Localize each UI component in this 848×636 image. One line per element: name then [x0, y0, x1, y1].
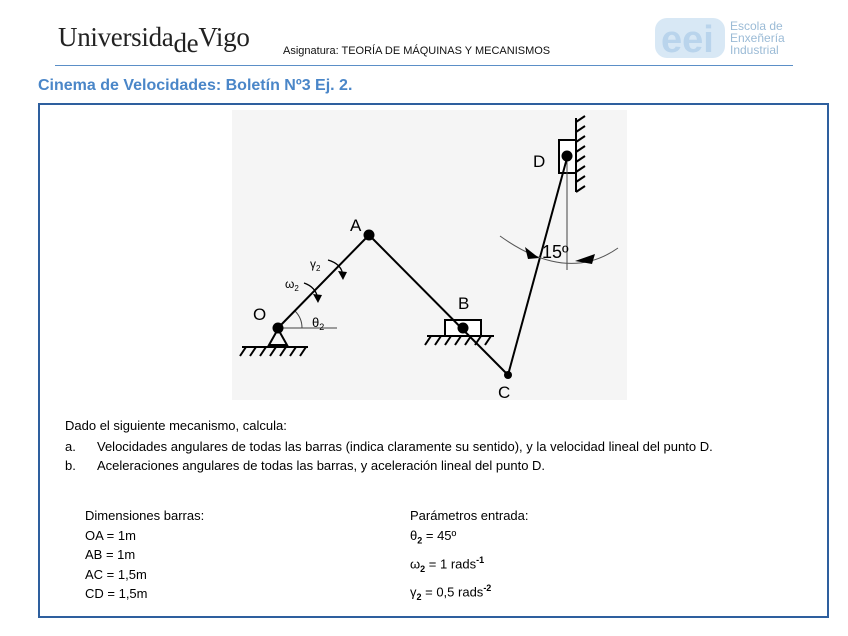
joint-c	[504, 371, 512, 379]
label-theta-symbol: θ	[312, 315, 320, 330]
question-list	[65, 437, 765, 475]
dimensions-heading: Dimensiones barras:	[85, 508, 205, 523]
dimensions-list	[85, 506, 204, 604]
parameter-gamma	[410, 579, 529, 607]
parameter-symbol: γ	[410, 584, 417, 600]
label-gamma-subscript: 2	[316, 264, 321, 273]
subject-label: Asignatura: TEORÍA DE MÁQUINAS Y MECANISMOS	[283, 45, 551, 57]
label-omega-subscript: 2	[294, 284, 299, 293]
question-text: Velocidades angulares de todas las barras (indica claramente su sentido), y la velocidad lineal del punto D.	[97, 439, 713, 454]
parameter-subscript: 2	[417, 535, 423, 546]
parameter-omega	[410, 551, 529, 579]
parameter-symbol: θ	[410, 527, 418, 543]
dimension-item: CD = 1,5m	[85, 586, 148, 601]
parameter-value: = 0,5 rads	[421, 584, 484, 600]
joint-d	[562, 151, 573, 162]
parameters-list	[410, 506, 529, 607]
question-letter: b.	[65, 458, 76, 473]
school-name	[730, 20, 785, 56]
parameter-value: = 45º	[422, 527, 457, 543]
parameter-value: = 1 rads	[425, 555, 477, 571]
parameter-symbol: ω	[410, 555, 421, 571]
joint-a	[364, 230, 375, 241]
label-angle: 15º	[542, 242, 569, 262]
problem-intro: Dado el siguiente mecanismo, calcula:	[65, 418, 287, 433]
question-item	[65, 437, 765, 456]
joint-b	[458, 323, 469, 334]
question-text: Aceleraciones angulares de todas las barras, y aceleración lineal del punto D.	[97, 458, 546, 473]
school-name-line-2: Enxeñería	[730, 31, 785, 45]
school-logo-letters: eei	[661, 19, 714, 61]
dimension-item: AC = 1,5m	[85, 566, 147, 582]
parameter-theta	[410, 526, 529, 551]
parameter-exponent: -2	[483, 583, 492, 594]
university-logo	[58, 22, 250, 58]
parameter-exponent: -1	[476, 554, 485, 565]
label-c: C	[498, 383, 511, 400]
school-name-line-1: Escola de	[730, 19, 783, 33]
label-theta-subscript: 2	[319, 322, 325, 332]
label-a: A	[350, 216, 362, 235]
label-d: D	[533, 152, 546, 171]
parameter-subscript: 2	[416, 591, 422, 602]
question-letter: a.	[65, 439, 76, 454]
parameters-heading: Parámetros entrada:	[410, 508, 529, 523]
university-logo-text-1: Universida	[58, 22, 174, 52]
university-logo-text-3: Vigo	[198, 22, 250, 52]
dimension-item: AB = 1m	[85, 547, 136, 562]
label-omega-symbol: ω	[285, 277, 295, 291]
dimension-item: OA = 1m	[85, 527, 136, 543]
joint-o	[273, 323, 284, 334]
mechanism-diagram	[232, 110, 627, 400]
school-name-line-3: Industrial	[730, 43, 779, 57]
label-b: B	[458, 294, 470, 313]
university-logo-text-2: de	[173, 28, 199, 58]
parameter-subscript: 2	[420, 563, 426, 574]
page-title: Cinema de Velocidades: Boletín Nº3 Ej. 2.	[38, 77, 353, 94]
header-divider	[55, 65, 793, 66]
label-gamma-symbol: γ	[310, 257, 316, 271]
label-o: O	[253, 305, 267, 324]
question-item	[65, 456, 765, 475]
